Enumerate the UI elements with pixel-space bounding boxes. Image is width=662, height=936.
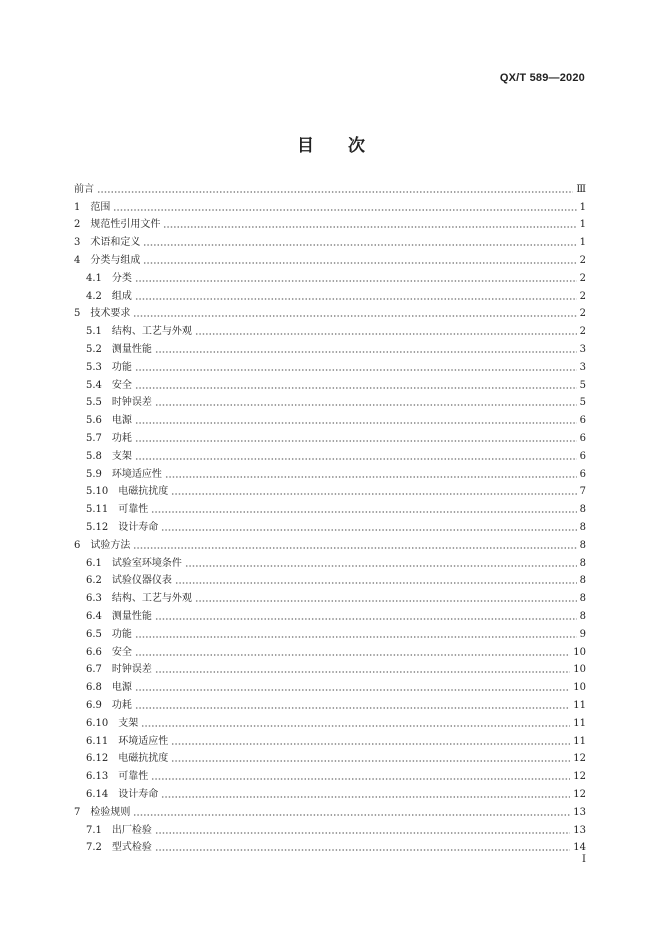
toc-leader-dots bbox=[195, 328, 577, 336]
toc-entry-label: 7 检验规则 bbox=[74, 806, 131, 818]
toc-entry-page: Ⅲ bbox=[576, 183, 586, 195]
toc-leader-dots bbox=[151, 506, 576, 514]
toc-entry-label: 6.8 电源 bbox=[86, 682, 132, 694]
toc-entry-page: 10 bbox=[573, 646, 586, 658]
toc-leader-dots bbox=[135, 293, 577, 301]
toc-entry-label: 6.14 设计寿命 bbox=[86, 788, 159, 800]
toc-entry[interactable] bbox=[74, 839, 586, 857]
toc-entry-label: 6.4 测量性能 bbox=[86, 611, 152, 623]
toc-entry-label: 7.2 型式检验 bbox=[86, 842, 152, 854]
toc-entry[interactable] bbox=[74, 697, 586, 715]
toc-entry[interactable] bbox=[74, 519, 586, 537]
toc-entry-label: 6.1 试验室环境条件 bbox=[86, 557, 182, 569]
toc-entry-page: 8 bbox=[579, 575, 586, 587]
toc-leader-dots bbox=[171, 488, 576, 496]
toc-leader-dots bbox=[151, 773, 570, 781]
toc-leader-dots bbox=[185, 560, 577, 568]
toc-entry[interactable] bbox=[74, 662, 586, 680]
toc-entry-page: 7 bbox=[579, 486, 586, 498]
toc-entry[interactable] bbox=[74, 466, 586, 484]
toc-leader-dots bbox=[155, 827, 570, 835]
toc-entry-page: 2 bbox=[579, 255, 586, 267]
toc-leader-dots bbox=[135, 435, 577, 443]
toc-entry[interactable] bbox=[74, 181, 586, 199]
toc-leader-dots bbox=[143, 239, 576, 247]
toc-leader-dots bbox=[135, 417, 577, 425]
toc-entry-label: 5.5 时钟误差 bbox=[86, 397, 152, 409]
toc-leader-dots bbox=[141, 720, 570, 728]
toc-leader-dots bbox=[171, 755, 570, 763]
toc-entry-page: 11 bbox=[573, 735, 586, 747]
toc-leader-dots bbox=[97, 186, 573, 194]
toc-leader-dots bbox=[135, 631, 577, 639]
toc-entry-page: 5 bbox=[579, 397, 586, 409]
toc-leader-dots bbox=[161, 791, 570, 799]
toc-entry-label: 6.3 结构、工艺与外观 bbox=[86, 593, 192, 605]
toc-entry[interactable] bbox=[74, 448, 586, 466]
toc-entry-label: 5.4 安全 bbox=[86, 379, 132, 391]
toc-entry-page: 5 bbox=[579, 379, 586, 391]
toc-entry-page: 11 bbox=[573, 700, 586, 711]
toc-entry-page: 2 bbox=[579, 326, 586, 338]
toc-entry-page: 11 bbox=[573, 717, 586, 729]
toc-entry-page: 6 bbox=[579, 468, 586, 480]
table-of-contents bbox=[74, 181, 586, 857]
toc-entry[interactable] bbox=[74, 430, 586, 448]
toc-entry-page: 8 bbox=[579, 539, 586, 551]
page-title: 目次 bbox=[297, 136, 399, 156]
toc-entry-page: 8 bbox=[579, 611, 586, 623]
toc-entry-label: 6.7 时钟误差 bbox=[86, 664, 152, 676]
toc-entry-label: 5.3 功能 bbox=[86, 361, 132, 373]
toc-entry[interactable] bbox=[74, 715, 586, 733]
toc-leader-dots bbox=[155, 666, 570, 674]
toc-entry-page: 12 bbox=[573, 771, 586, 783]
toc-entry-page: 10 bbox=[573, 664, 586, 676]
toc-entry-label: 5.9 环境适应性 bbox=[86, 468, 162, 480]
page-number: I bbox=[582, 854, 586, 865]
toc-entry-label: 6.10 支架 bbox=[86, 717, 139, 729]
toc-entry[interactable] bbox=[74, 626, 586, 644]
toc-leader-dots bbox=[133, 310, 576, 318]
toc-entry-label: 5 技术要求 bbox=[74, 308, 131, 320]
toc-entry-label: 7.1 出厂检验 bbox=[86, 824, 152, 836]
toc-entry-label: 4.2 组成 bbox=[86, 290, 132, 302]
toc-leader-dots bbox=[175, 577, 577, 585]
toc-entry[interactable] bbox=[74, 323, 586, 341]
toc-entry-page: 12 bbox=[573, 753, 586, 765]
toc-entry-page: 9 bbox=[579, 628, 586, 640]
toc-entry[interactable] bbox=[74, 822, 586, 840]
toc-entry[interactable] bbox=[74, 199, 586, 217]
toc-entry-label: 5.6 电源 bbox=[86, 415, 132, 427]
toc-entry-page: 2 bbox=[579, 290, 586, 302]
toc-entry[interactable] bbox=[74, 786, 586, 804]
toc-entry-page: 8 bbox=[579, 504, 586, 516]
toc-entry[interactable] bbox=[74, 359, 586, 377]
toc-entry[interactable] bbox=[74, 288, 586, 306]
toc-entry[interactable] bbox=[74, 252, 586, 270]
toc-leader-dots bbox=[143, 257, 576, 265]
toc-leader-dots bbox=[171, 738, 570, 746]
toc-leader-dots bbox=[133, 809, 570, 817]
toc-leader-dots bbox=[165, 471, 577, 479]
toc-entry-label: 4 分类与组成 bbox=[74, 255, 141, 267]
toc-entry[interactable] bbox=[74, 608, 586, 626]
toc-entry-label: 5.8 支架 bbox=[86, 450, 132, 462]
toc-entry-label: 6.11 环境适应性 bbox=[86, 735, 169, 747]
toc-entry-label: 5.2 测量性能 bbox=[86, 344, 152, 356]
toc-entry-page: 13 bbox=[573, 824, 586, 836]
toc-entry-page: 3 bbox=[579, 361, 586, 373]
toc-leader-dots bbox=[135, 649, 570, 657]
toc-leader-dots bbox=[133, 542, 576, 550]
toc-entry[interactable] bbox=[74, 768, 586, 786]
toc-entry-page: 8 bbox=[579, 522, 586, 534]
toc-entry-label: 6.6 安全 bbox=[86, 646, 132, 658]
toc-entry-label: 2 规范性引用文件 bbox=[74, 219, 161, 231]
toc-entry-page: 6 bbox=[579, 450, 586, 462]
toc-entry-label: 6 试验方法 bbox=[74, 539, 131, 551]
toc-entry[interactable] bbox=[74, 573, 586, 591]
standard-number: QX/T 589—2020 bbox=[499, 72, 585, 84]
toc-entry-page: 1 bbox=[579, 237, 586, 249]
toc-leader-dots bbox=[135, 453, 577, 461]
toc-entry-label: 6.13 可靠性 bbox=[86, 771, 149, 783]
toc-leader-dots bbox=[135, 382, 577, 390]
toc-leader-dots bbox=[135, 702, 570, 710]
toc-entry-page: 6 bbox=[579, 433, 586, 445]
toc-leader-dots bbox=[155, 613, 577, 621]
toc-entry[interactable] bbox=[74, 270, 586, 288]
toc-entry-label: 5.7 功耗 bbox=[86, 433, 132, 445]
toc-entry[interactable] bbox=[74, 217, 586, 235]
toc-entry-page: 14 bbox=[573, 842, 586, 854]
toc-entry-label: 4.1 分类 bbox=[86, 272, 132, 284]
toc-entry-label: 前言 bbox=[74, 183, 94, 195]
toc-entry[interactable] bbox=[74, 377, 586, 395]
toc-entry[interactable] bbox=[74, 679, 586, 697]
toc-entry-label: 5.1 结构、工艺与外观 bbox=[86, 326, 192, 338]
toc-entry[interactable] bbox=[74, 733, 586, 751]
toc-entry-page: 8 bbox=[579, 557, 586, 569]
toc-entry[interactable] bbox=[74, 555, 586, 573]
toc-entry-page: 6 bbox=[579, 415, 586, 427]
toc-leader-dots bbox=[113, 204, 576, 212]
toc-entry-label: 6.9 功耗 bbox=[86, 700, 132, 711]
toc-entry[interactable] bbox=[74, 537, 586, 555]
toc-entry[interactable] bbox=[74, 590, 586, 608]
toc-entry[interactable] bbox=[74, 306, 586, 324]
toc-entry-page: 8 bbox=[579, 593, 586, 605]
toc-entry-label: 5.12 设计寿命 bbox=[86, 522, 159, 534]
toc-leader-dots bbox=[155, 844, 570, 852]
toc-leader-dots bbox=[135, 275, 577, 283]
toc-entry-page: 10 bbox=[573, 682, 586, 694]
toc-leader-dots bbox=[163, 221, 576, 229]
toc-entry-page: 12 bbox=[573, 788, 586, 800]
toc-entry-page: 1 bbox=[579, 219, 586, 231]
toc-leader-dots bbox=[135, 684, 570, 692]
toc-entry-page: 3 bbox=[579, 344, 586, 356]
toc-entry-page: 1 bbox=[579, 201, 586, 213]
toc-entry-page: 2 bbox=[579, 308, 586, 320]
toc-entry-label: 5.11 可靠性 bbox=[86, 504, 149, 516]
toc-entry[interactable] bbox=[74, 234, 586, 252]
toc-entry-label: 6.5 功能 bbox=[86, 628, 132, 640]
toc-entry[interactable] bbox=[74, 644, 586, 662]
toc-entry-page: 13 bbox=[573, 806, 586, 818]
toc-leader-dots bbox=[155, 399, 577, 407]
toc-leader-dots bbox=[161, 524, 576, 532]
toc-leader-dots bbox=[135, 364, 577, 372]
toc-entry-page: 2 bbox=[579, 272, 586, 284]
toc-entry-label: 5.10 电磁抗扰度 bbox=[86, 486, 169, 498]
toc-entry-label: 3 术语和定义 bbox=[74, 237, 141, 249]
toc-entry[interactable] bbox=[74, 751, 586, 769]
toc-entry-label: 6.2 试验仪器仪表 bbox=[86, 575, 172, 587]
toc-entry[interactable] bbox=[74, 412, 586, 430]
toc-entry[interactable] bbox=[74, 484, 586, 502]
toc-leader-dots bbox=[155, 346, 577, 354]
toc-entry-label: 6.12 电磁抗扰度 bbox=[86, 753, 169, 765]
toc-entry[interactable] bbox=[74, 804, 586, 822]
toc-leader-dots bbox=[195, 595, 577, 603]
toc-entry[interactable] bbox=[74, 341, 586, 359]
toc-entry[interactable] bbox=[74, 501, 586, 519]
toc-entry-label: 1 范围 bbox=[74, 201, 111, 213]
toc-entry[interactable] bbox=[74, 395, 586, 413]
